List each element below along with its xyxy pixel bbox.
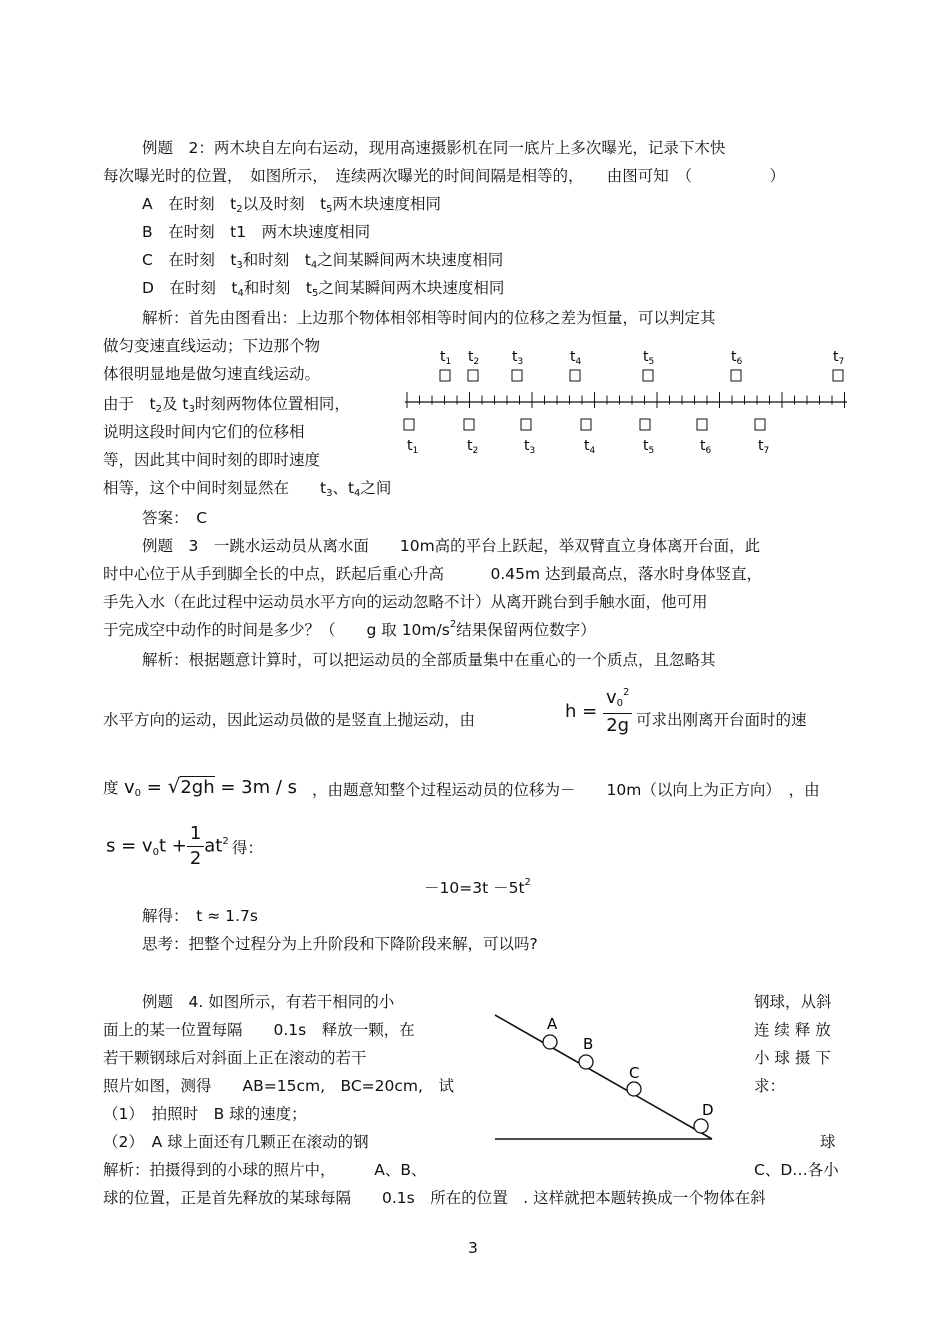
- top-time-label: $t_6$: [731, 349, 743, 367]
- bottom-time-label: $t_1$: [407, 438, 419, 456]
- ex4-line3: 若干颗钢球后对斜面上正在滚动的若干: [103, 1049, 367, 1067]
- ex2-analysis-3: 体很明显地是做匀速直线运动。: [103, 365, 321, 383]
- page-number: 3: [468, 1239, 478, 1257]
- top-time-label: $t_5$: [643, 349, 655, 367]
- ex3-line4: 于完成空中动作的时间是多少？（ g 取 $10m/s^2$结果保留两位数字）: [103, 619, 596, 639]
- ex3-analysis-1: 解析：根据题意计算时，可以把运动员的全部质量集中在重心的一个质点，且忽略其: [142, 651, 716, 669]
- ball-b: [579, 1055, 593, 1069]
- ex2-option-c: C 在时刻 t3和时刻 t4之间某瞬间两木块速度相同: [142, 251, 504, 271]
- bottom-time-label: $t_7$: [758, 438, 770, 456]
- ex3-analysis-3: ，由题意知整个过程运动员的位移为－ 10m（以向上为正方向） ，由: [312, 781, 820, 799]
- top-time-label: $t_3$: [512, 349, 524, 367]
- ex3-line2: 时中心位于从手到脚全长的中点，跃起后重心升高 0.45m 达到最高点，落水时身体竖直，: [103, 565, 763, 583]
- ball-c: [627, 1082, 641, 1096]
- ex4-question-1: （1） 拍照时 B 球的速度；: [103, 1105, 307, 1123]
- ex3-line3: 手先入水（在此过程中运动员水平方向的运动忽略不计）从离开跳台到手触水面，他可用: [103, 593, 708, 611]
- incline-diagram: [490, 1005, 725, 1150]
- top-block: [833, 370, 843, 381]
- ex2-line1: 例题 2：两木块自左向右运动，现用高速摄影机在同一底片上多次曝光，记录下木快: [142, 139, 726, 157]
- bottom-time-label: $t_5$: [643, 438, 655, 456]
- top-block: [440, 370, 450, 381]
- fraction-v0-squared-over-2g: $\frac{v0^2}{2g}$: [603, 686, 632, 738]
- ex4-line1: 例题 4. 如图所示，有若干相同的小: [142, 993, 395, 1011]
- bottom-block: [404, 419, 414, 430]
- incline-line: [495, 1015, 712, 1139]
- ex4-question-2-right: 球: [820, 1133, 836, 1151]
- ball-label: A: [547, 1015, 558, 1033]
- top-time-label: $t_7$: [833, 349, 845, 367]
- ex3-equation: $-10=3t -5t^2$: [424, 877, 531, 897]
- ex3-solution: 解得： t ≈ 1.7s: [142, 907, 258, 925]
- ex2-analysis-7: 相等，这个中间时刻显然在 t3、t4之间: [103, 479, 392, 499]
- ex2-answer: 答案： C: [142, 509, 208, 527]
- ex4-analysis-1: 解析：拍摄得到的小球的照片中， A、B、: [103, 1161, 427, 1179]
- ex4-line4-right: 求：: [754, 1077, 786, 1095]
- ex3-analysis-3-pre: 度: [103, 779, 119, 797]
- ex3-line1: 例题 3 一跳水运动员从离水面 10m高的平台上跃起，举双臂直立身体离开台面，此: [142, 537, 761, 555]
- top-time-label: $t_1$: [440, 349, 452, 367]
- bottom-block: [697, 419, 707, 430]
- bottom-time-label: $t_6$: [700, 438, 712, 456]
- ball-a: [543, 1035, 557, 1049]
- ex4-line2: 面上的某一位置每隔 0.1s 释放一颗，在: [103, 1021, 415, 1039]
- top-block: [643, 370, 653, 381]
- top-block: [570, 370, 580, 381]
- bottom-time-label: $t_3$: [524, 438, 536, 456]
- top-block: [468, 370, 478, 381]
- ex2-analysis-6: 等，因此其中间时刻的即时速度: [103, 451, 321, 469]
- formula-s: s = v0t + $\frac{1}{2}$ $at^2$: [106, 823, 229, 869]
- ex3-analysis-2-end: 可求出刚离开台面时的速: [636, 711, 807, 729]
- ball-label: B: [583, 1035, 594, 1053]
- top-time-label: $t_2$: [468, 349, 480, 367]
- ex4-question-2: （2） A 球上面还有几颗正在滚动的钢: [103, 1133, 369, 1151]
- top-time-label: $t_4$: [570, 349, 582, 367]
- ex2-option-a: A 在时刻 t2以及时刻 t5两木块速度相同: [142, 195, 442, 215]
- bottom-block: [581, 419, 591, 430]
- formula-h: h = $\frac{v0^2}{2g}$: [565, 686, 632, 738]
- ball-label: D: [702, 1101, 714, 1119]
- top-block: [512, 370, 522, 381]
- exposure-diagram: [395, 340, 860, 460]
- bottom-time-label: $t_2$: [467, 438, 479, 456]
- ex3-analysis-2: 水平方向的运动，因此运动员做的是竖直上抛运动，由: [103, 711, 476, 729]
- ex2-analysis-2: 做匀变速直线运动；下边那个物: [103, 337, 321, 355]
- top-block: [731, 370, 741, 381]
- ex4-line3-right: 小 球 摄 下: [754, 1049, 831, 1067]
- formula-v0: v0 = √2gh = 3m / s: [124, 774, 298, 799]
- ex4-line2-right: 连 续 释 放: [754, 1021, 831, 1039]
- ex2-analysis-1: 解析：首先由图看出：上边那个物体相邻相等时间内的位移之差为恒量，可以判定其: [142, 309, 716, 327]
- ex4-analysis-1-right: C、D…各小: [754, 1161, 839, 1179]
- ex3-think: 思考：把整个过程分为上升阶段和下降阶段来解，可以吗?: [142, 935, 538, 953]
- ex4-analysis-2: 球的位置，正是首先释放的某球每隔 0.1s 所在的位置 . 这样就把本题转换成一个物体在斜: [103, 1189, 766, 1207]
- bottom-block: [755, 419, 765, 430]
- ex2-option-d: D 在时刻 t4和时刻 t5之间某瞬间两木块速度相同: [142, 279, 505, 299]
- ex2-analysis-4: 由于 t2及 t3时刻两物体位置相同，: [103, 395, 350, 415]
- bottom-time-label: $t_4$: [584, 438, 596, 456]
- ex2-analysis-5: 说明这段时间内它们的位移相: [103, 423, 305, 441]
- bottom-block: [464, 419, 474, 430]
- ex2-line2: 每次曝光时的位置， 如图所示， 连续两次曝光的时间间隔是相等的， 由图可知 （ ）: [103, 167, 786, 185]
- ball-label: C: [629, 1064, 640, 1082]
- ex3-formula-end: 得：: [232, 839, 264, 857]
- ex2-option-b: B 在时刻 t1 两木块速度相同: [142, 223, 371, 241]
- ball-d: [694, 1119, 708, 1133]
- bottom-block: [640, 419, 650, 430]
- ex4-line4: 照片如图，测得 AB=15cm, BC=20cm, 试: [103, 1077, 454, 1095]
- bottom-block: [521, 419, 531, 430]
- ex4-line1-right: 钢球，从斜: [754, 993, 832, 1011]
